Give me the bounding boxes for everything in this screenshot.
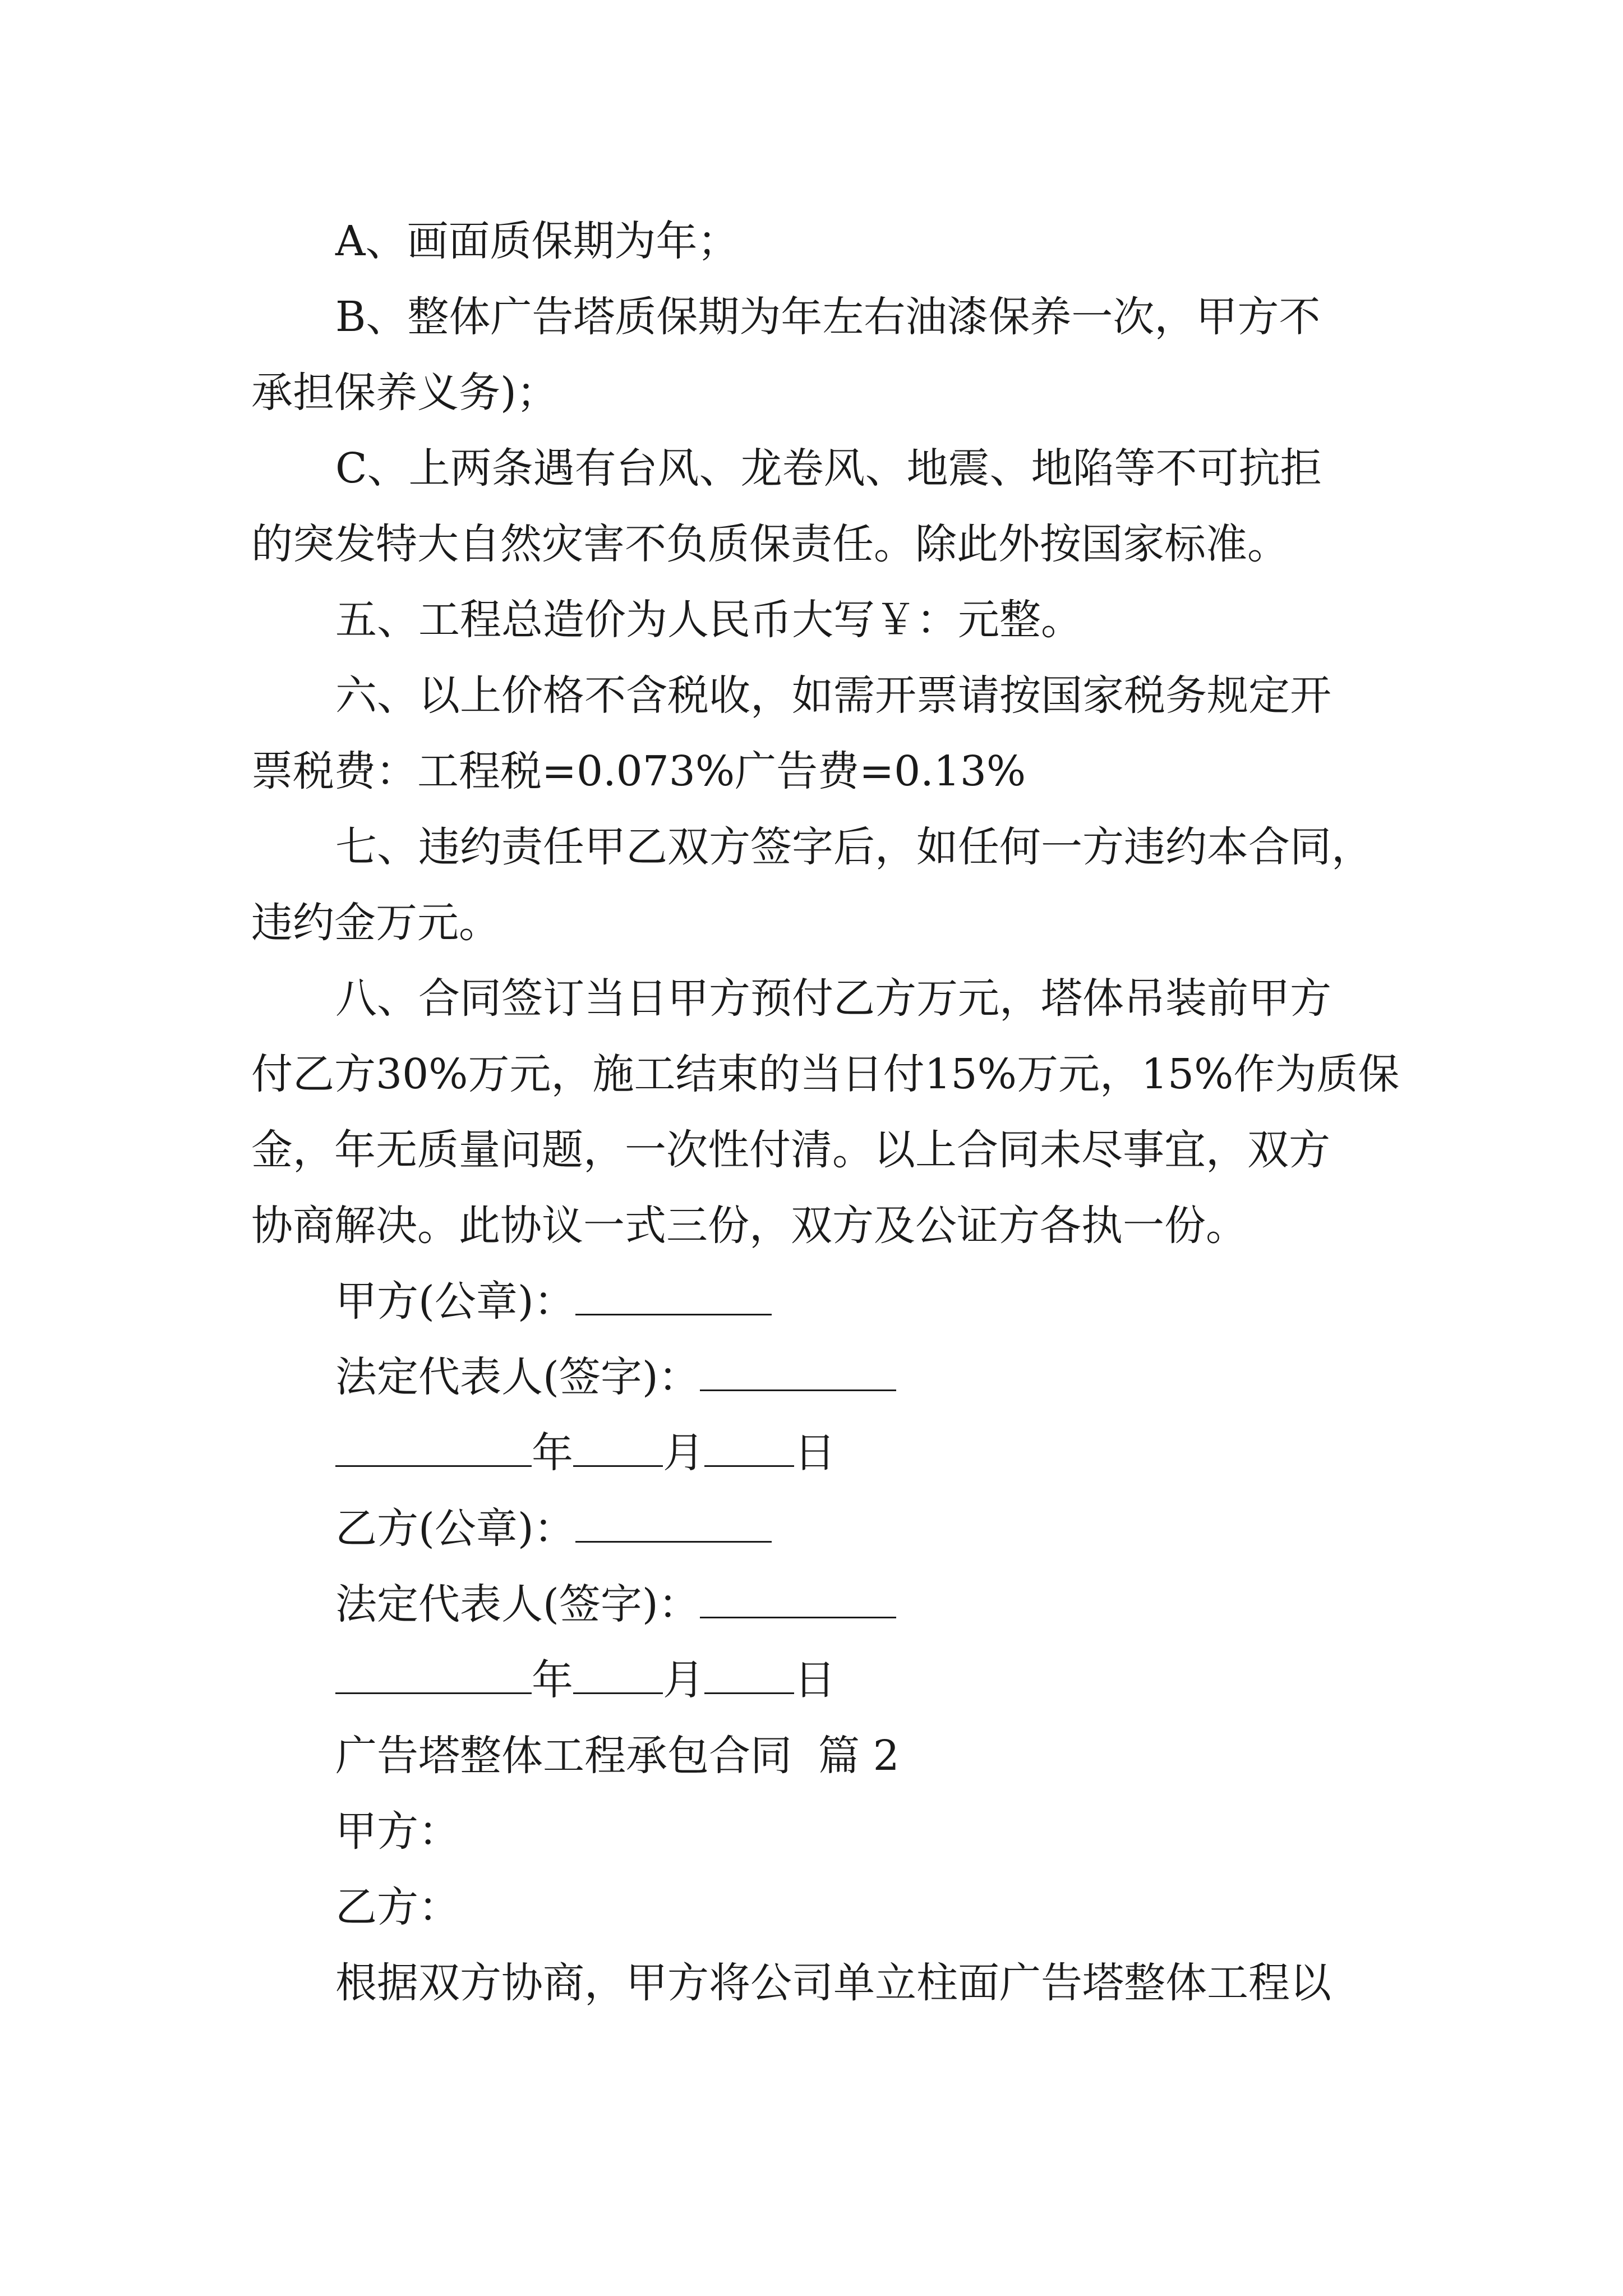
party-a-day-blank[interactable] <box>704 1430 794 1467</box>
party-a-seal-row <box>335 1276 772 1327</box>
party-a-seal-blank[interactable] <box>575 1279 772 1315</box>
year-label: 年 <box>532 1656 573 1704</box>
party-b-day-blank[interactable] <box>704 1658 794 1694</box>
day-label: 日 <box>794 1429 836 1477</box>
party-a-date-row <box>335 1428 836 1478</box>
party-b-rep-label: 法定代表人(签字)： <box>335 1580 700 1628</box>
party-b-rep-row <box>335 1579 896 1630</box>
year-label: 年 <box>532 1429 573 1477</box>
warranty-c-line-2: 的突发特大自然灾害不负质保责任。除此外按国家标准。 <box>251 520 1289 568</box>
party-a-rep-blank[interactable] <box>700 1355 896 1391</box>
day-label: 日 <box>794 1656 836 1704</box>
party-a-month-blank[interactable] <box>573 1430 663 1467</box>
party-a-seal-label: 甲方(公章)： <box>335 1277 575 1326</box>
section-2-intro: 根据双方协商，甲方将公司单立柱面广告塔整体工程以 <box>335 1959 1331 2007</box>
party-b-year-blank[interactable] <box>335 1658 532 1694</box>
month-label: 月 <box>663 1656 704 1704</box>
party-a-year-blank[interactable] <box>335 1430 532 1467</box>
clause-6-line-2: 票税费：工程税=0.073%广告费=0.13% <box>251 747 1026 795</box>
party-b-date-row <box>335 1655 836 1705</box>
warranty-a: A、画面质保期为年； <box>335 217 739 265</box>
warranty-c-line-1: C、上两条遇有台风、龙卷风、地震、地陷等不可抗拒 <box>335 444 1322 493</box>
clause-8-line-4: 协商解决。此协议一式三份，双方及公证方各执一份。 <box>251 1202 1247 1250</box>
party-b-seal-blank[interactable] <box>575 1506 772 1543</box>
party-b-rep-blank[interactable] <box>700 1582 896 1618</box>
party-b-month-blank[interactable] <box>573 1658 663 1694</box>
party-a-rep-label: 法定代表人(签字)： <box>335 1353 700 1401</box>
party-a-rep-row <box>335 1352 896 1402</box>
section-2-party-a: 甲方： <box>335 1807 460 1856</box>
warranty-b-line-1: B、整体广告塔质保期为年左右油漆保养一次，甲方不 <box>335 293 1321 341</box>
clause-6-line-1: 六、以上价格不含税收，如需开票请按国家税务规定开 <box>335 671 1331 720</box>
clause-8-line-2: 付乙方30%万元，施工结束的当日付15%万元，15%作为质保 <box>251 1050 1400 1098</box>
clause-8-line-1: 八、合同签订当日甲方预付乙方万元，塔体吊装前甲方 <box>335 974 1331 1023</box>
clause-7-line-1: 七、违约责任甲乙双方签字后，如任何一方违约本合同， <box>335 823 1373 871</box>
section-2-title: 广告塔整体工程承包合同 篇 2 <box>335 1732 900 1780</box>
warranty-b-line-2: 承担保养义务)； <box>251 369 558 417</box>
party-b-seal-row <box>335 1503 772 1554</box>
month-label: 月 <box>663 1429 704 1477</box>
party-b-seal-label: 乙方(公章)： <box>335 1504 575 1553</box>
clause-5: 五、工程总造价为人民币大写￥：元整。 <box>335 596 1082 644</box>
clause-8-line-3: 金，年无质量问题，一次性付清。以上合同未尽事宜，双方 <box>251 1126 1330 1174</box>
section-2-party-b: 乙方： <box>335 1883 460 1931</box>
clause-7-line-2: 违约金万元。 <box>251 899 500 947</box>
